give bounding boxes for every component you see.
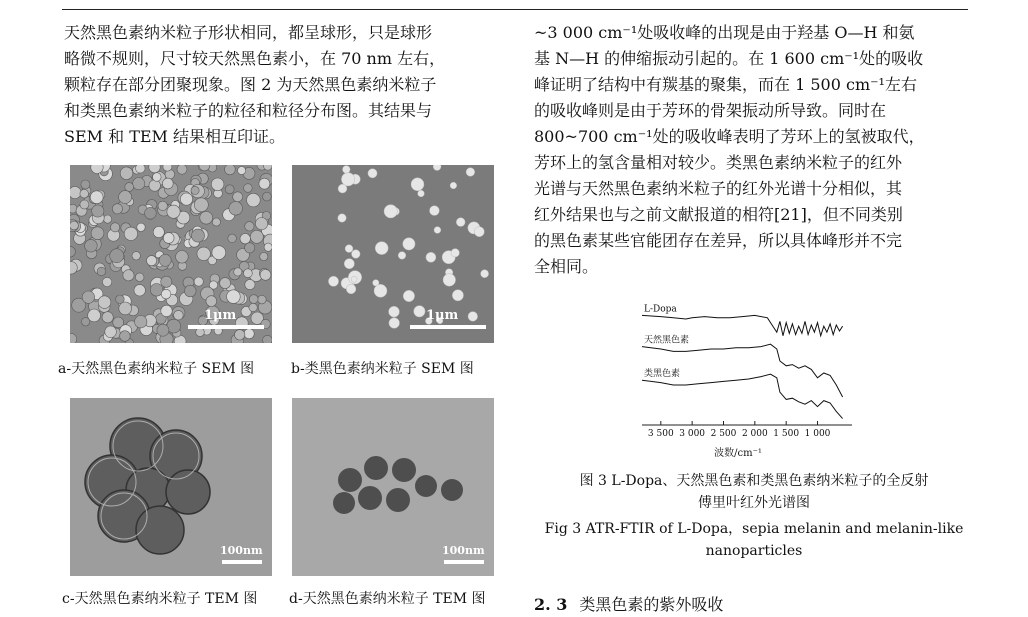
sem-a-particle — [250, 230, 263, 243]
scale-bar-a — [188, 325, 264, 329]
sem-a-particle — [70, 333, 77, 343]
sem-a-particle — [244, 269, 253, 278]
right-line-6: 芳环上的氢含量相对较少。类黑色素纳米粒子的红外 — [534, 153, 903, 172]
fig3-caption-en-2: nanoparticles — [705, 543, 803, 559]
series-label-0: L-Dopa — [644, 304, 677, 315]
sem-a-particle — [153, 227, 164, 238]
sem-b-particle — [430, 206, 440, 216]
top-rule — [62, 9, 968, 10]
sem-a-particle — [194, 277, 203, 286]
sem-a-particle — [244, 329, 254, 339]
right-line-7: 光谱与天然黑色素纳米粒子的红外光谱十分相似，其 — [534, 179, 903, 198]
sem-a-particle — [149, 180, 160, 191]
tem-c-particle — [136, 506, 184, 554]
sem-a-particle — [211, 178, 224, 191]
sem-a-particle — [234, 268, 242, 276]
sem-a-particle — [260, 270, 271, 281]
sem-a-particle — [119, 302, 132, 315]
sem-a-particle — [167, 205, 180, 218]
right-line-1: ~3 000 cm⁻¹处吸收峰的出现是由于羟基 O—H 和氨 — [534, 23, 915, 42]
scale-label-d: 100nm — [442, 544, 485, 557]
sem-a-particle — [90, 191, 103, 204]
sem-b-particle — [456, 218, 465, 227]
sem-a-particle — [102, 312, 113, 323]
sem-b-particle — [373, 280, 379, 286]
sem-a-particle — [136, 165, 146, 173]
sem-a-particle — [238, 166, 246, 174]
sem-a-particle — [161, 305, 172, 316]
tem-d-particle — [358, 486, 382, 510]
sem-a-particle — [176, 251, 189, 264]
right-line-8: 红外结果也与之前文献报道的相符[21]，但不同类别 — [534, 205, 903, 224]
sem-a-particle — [227, 290, 241, 304]
sem-a-particle — [112, 204, 122, 214]
x-tick-label: 2 500 — [710, 429, 737, 439]
x-tick-label: 2 000 — [741, 429, 768, 439]
sem-a-particle — [70, 221, 78, 230]
sem-b-canvas — [292, 165, 494, 343]
right-line-5: 800~700 cm⁻¹处的吸收峰表明了芳环上的氢被取代， — [534, 127, 925, 146]
fig3-caption-en-1: Fig 3 ATR-FTIR of L-Dopa，sepia melanin and melanin-like — [544, 521, 964, 537]
right-line-4: 的吸收峰则是由于芳环的骨架振动所导致。同时在 — [534, 101, 887, 120]
sem-a-particle — [264, 243, 272, 251]
sem-a-particle — [110, 249, 124, 263]
sem-a-particle — [247, 193, 261, 207]
sem-b-particle — [389, 306, 400, 317]
sem-a-particle — [70, 186, 81, 198]
sem-b-particle — [341, 173, 354, 186]
scale-bar-b — [410, 325, 486, 329]
series-label-2: 类黑色素 — [644, 369, 681, 380]
sem-a-particle — [111, 223, 120, 232]
tem-image-d — [292, 398, 494, 576]
sem-b-particle — [411, 178, 424, 191]
left-line-2: 略微不规则，尺寸较天然黑色素小，在 70 nm 左右， — [64, 49, 446, 68]
sem-a-particle — [212, 218, 220, 226]
sem-a-particle — [159, 254, 171, 266]
sem-a-particle — [225, 165, 236, 175]
tem-d-particle — [364, 456, 388, 480]
sem-b-particle — [481, 270, 489, 278]
left-line-4: 和类黑色素纳米粒子的粒径和粒径分布图。其结果与 — [64, 101, 433, 120]
sem-a-particle — [220, 278, 231, 289]
caption-b: b-类黑色素纳米粒子 SEM 图 — [291, 361, 474, 377]
x-tick-label: 3 500 — [647, 429, 674, 439]
sem-a-particle — [196, 328, 205, 337]
caption-a: a-天然黑色素纳米粒子 SEM 图 — [58, 361, 255, 377]
x-axis-ticks — [648, 421, 831, 439]
x-tick-label: 1 500 — [773, 429, 800, 439]
sem-a-particle — [104, 215, 112, 223]
right-line-10: 全相同。 — [534, 257, 599, 276]
sem-a-particle — [97, 267, 106, 276]
sem-b-particle — [346, 284, 356, 294]
scale-bar-c — [222, 560, 262, 564]
sem-a-particle — [249, 295, 258, 304]
sem-b-particle — [398, 252, 406, 260]
tem-c-particle — [166, 470, 210, 514]
tem-d-particle — [415, 475, 437, 497]
sem-a-particle — [240, 234, 250, 244]
sem-b-particle — [450, 182, 457, 189]
sem-a-particle — [153, 173, 162, 182]
sem-a-particle — [258, 295, 267, 304]
x-tick-label: 3 000 — [679, 429, 706, 439]
sem-b-particle — [368, 169, 377, 178]
right-line-3: 峰证明了结构中有羰基的聚集，而在 1 500 cm⁻¹左右 — [534, 75, 917, 94]
sem-b-particle — [414, 306, 425, 317]
series-line-2 — [642, 374, 843, 418]
sem-a-particle — [235, 330, 245, 340]
sem-b-particle — [389, 318, 400, 329]
section-number: 2. 3 — [534, 595, 568, 614]
sem-a-particle — [158, 201, 167, 210]
sem-a-particle — [120, 331, 131, 342]
sem-a-particle — [259, 178, 270, 189]
sem-b-particle — [345, 245, 353, 253]
sem-a-canvas — [70, 165, 272, 343]
sem-b-particle — [426, 252, 436, 262]
sem-a-particle — [245, 243, 255, 253]
sem-a-particle — [105, 326, 117, 338]
left-paragraph — [64, 20, 504, 150]
ftir-chart — [612, 295, 862, 460]
sem-b-particle — [384, 205, 397, 218]
tem-d-particle — [441, 479, 463, 501]
sem-a-particle — [263, 335, 272, 343]
scale-label-b: 1μm — [426, 308, 459, 323]
sem-b-particle — [434, 227, 441, 234]
sem-a-particle — [157, 324, 169, 336]
sem-a-particle — [194, 198, 208, 212]
sem-a-particle — [145, 207, 157, 219]
sem-a-particle — [200, 211, 213, 224]
chart-series-group — [642, 315, 843, 418]
tem-image-c — [70, 398, 272, 576]
sem-b-particle — [328, 276, 338, 286]
sem-a-particle — [88, 309, 101, 322]
sem-a-particle — [82, 291, 94, 303]
sem-b-particle — [338, 184, 347, 193]
sem-a-particle — [229, 202, 243, 216]
sem-b-particle — [433, 165, 441, 171]
sem-a-particle — [147, 256, 157, 266]
sem-a-particle — [191, 186, 199, 194]
scale-label-c: 100nm — [220, 544, 263, 557]
sem-a-particle — [260, 253, 268, 261]
scale-label-a: 1μm — [204, 308, 237, 323]
right-paragraph — [534, 20, 974, 280]
sem-b-particle — [403, 238, 415, 250]
sem-b-particle — [466, 168, 475, 177]
series-line-0 — [642, 315, 843, 335]
sem-a-particle — [163, 233, 174, 244]
sem-b-particle — [474, 227, 484, 237]
sem-a-particle — [212, 246, 226, 260]
sem-a-particle — [249, 303, 257, 311]
sem-a-particle — [125, 183, 134, 192]
sem-a-particle — [123, 270, 134, 281]
right-line-2: 基 N—H 的伸缩振动引起的。在 1 600 cm⁻¹处的吸收 — [534, 49, 924, 68]
tem-d-particle — [338, 468, 362, 492]
sem-a-particle — [263, 192, 272, 201]
tem-d-particle — [333, 492, 355, 514]
x-axis-label: 波数/cm⁻¹ — [714, 448, 762, 459]
sem-a-particle — [85, 239, 98, 252]
sem-a-particle — [98, 296, 111, 309]
tem-d-particle — [386, 488, 410, 512]
sem-a-particle — [180, 193, 192, 205]
sem-a-particle — [119, 191, 132, 204]
sem-b-particle — [338, 214, 346, 222]
sem-a-particle — [161, 289, 171, 299]
sem-a-particle — [92, 205, 104, 217]
sem-a-particle — [163, 165, 172, 171]
sem-b-particle — [344, 259, 354, 269]
sem-a-particle — [135, 273, 144, 282]
x-tick-label: 1 000 — [804, 429, 831, 439]
sem-a-particle — [162, 178, 173, 189]
sem-a-particle — [233, 192, 243, 202]
sem-b-particle — [351, 276, 357, 282]
sem-a-particle — [245, 222, 254, 231]
sem-b-particle — [375, 242, 388, 255]
sem-a-particle — [81, 180, 90, 189]
sem-b-particle — [468, 312, 478, 322]
sem-b-particle — [451, 249, 459, 257]
sem-a-particle — [133, 178, 145, 190]
sem-a-particle — [102, 277, 111, 286]
sem-a-particle — [132, 252, 140, 260]
sem-a-particle — [192, 229, 205, 242]
sem-a-particle — [244, 184, 253, 193]
sem-a-particle — [135, 316, 147, 328]
fig3-caption-cn-2: 傅里叶红外光谱图 — [698, 495, 810, 511]
caption-c: c-天然黑色素纳米粒子 TEM 图 — [62, 591, 258, 607]
sem-a-particle — [120, 167, 133, 180]
sem-b-particle — [443, 274, 456, 287]
left-line-1: 天然黑色素纳米粒子形状相同，都呈球形，只是球形 — [64, 23, 433, 42]
sem-a-particle — [245, 280, 255, 290]
section-heading — [534, 592, 723, 615]
sem-b-particle — [403, 290, 414, 301]
sem-b-particle — [452, 290, 463, 301]
sem-b-particle — [343, 166, 351, 174]
fig3-caption-cn-1: 图 3 L-Dopa、天然黑色素和类黑色素纳米粒子的全反射 — [579, 473, 929, 489]
fig3-caption — [534, 470, 974, 562]
sem-a-particle — [137, 223, 145, 231]
sem-a-particle — [91, 227, 104, 240]
sem-image-b — [292, 165, 494, 343]
sem-a-particle — [70, 246, 75, 257]
sem-a-particle — [134, 285, 145, 296]
scale-bar-d — [444, 560, 484, 564]
sem-a-particle — [185, 285, 197, 297]
caption-d: d-天然黑色素纳米粒子 TEM 图 — [289, 591, 486, 607]
sem-b-particle — [352, 250, 361, 259]
tem-d-particle — [392, 458, 416, 482]
right-line-9: 的黑色素某些官能团存在差异，所以具体峰形并不完 — [534, 231, 903, 250]
sem-image-a — [70, 165, 272, 343]
sem-b-particle — [374, 284, 387, 297]
left-line-5: SEM 和 TEM 结果相互印证。 — [64, 127, 286, 146]
left-line-3: 颗粒存在部分团聚现象。图 2 为天然黑色素纳米粒子 — [64, 75, 437, 94]
sem-a-particle — [228, 234, 237, 243]
sem-a-particle — [80, 200, 89, 209]
sem-a-particle — [124, 227, 137, 240]
sem-a-particle — [174, 310, 184, 320]
series-label-1: 天然黑色素 — [644, 335, 690, 346]
sem-b-particle — [418, 190, 425, 197]
sem-a-particle — [256, 218, 268, 230]
sem-a-particle — [177, 165, 187, 174]
sem-a-particle — [206, 296, 217, 307]
sem-a-particle — [161, 276, 172, 287]
section-title: 类黑色素的紫外吸收 — [579, 595, 724, 614]
sem-a-particle — [225, 185, 234, 194]
